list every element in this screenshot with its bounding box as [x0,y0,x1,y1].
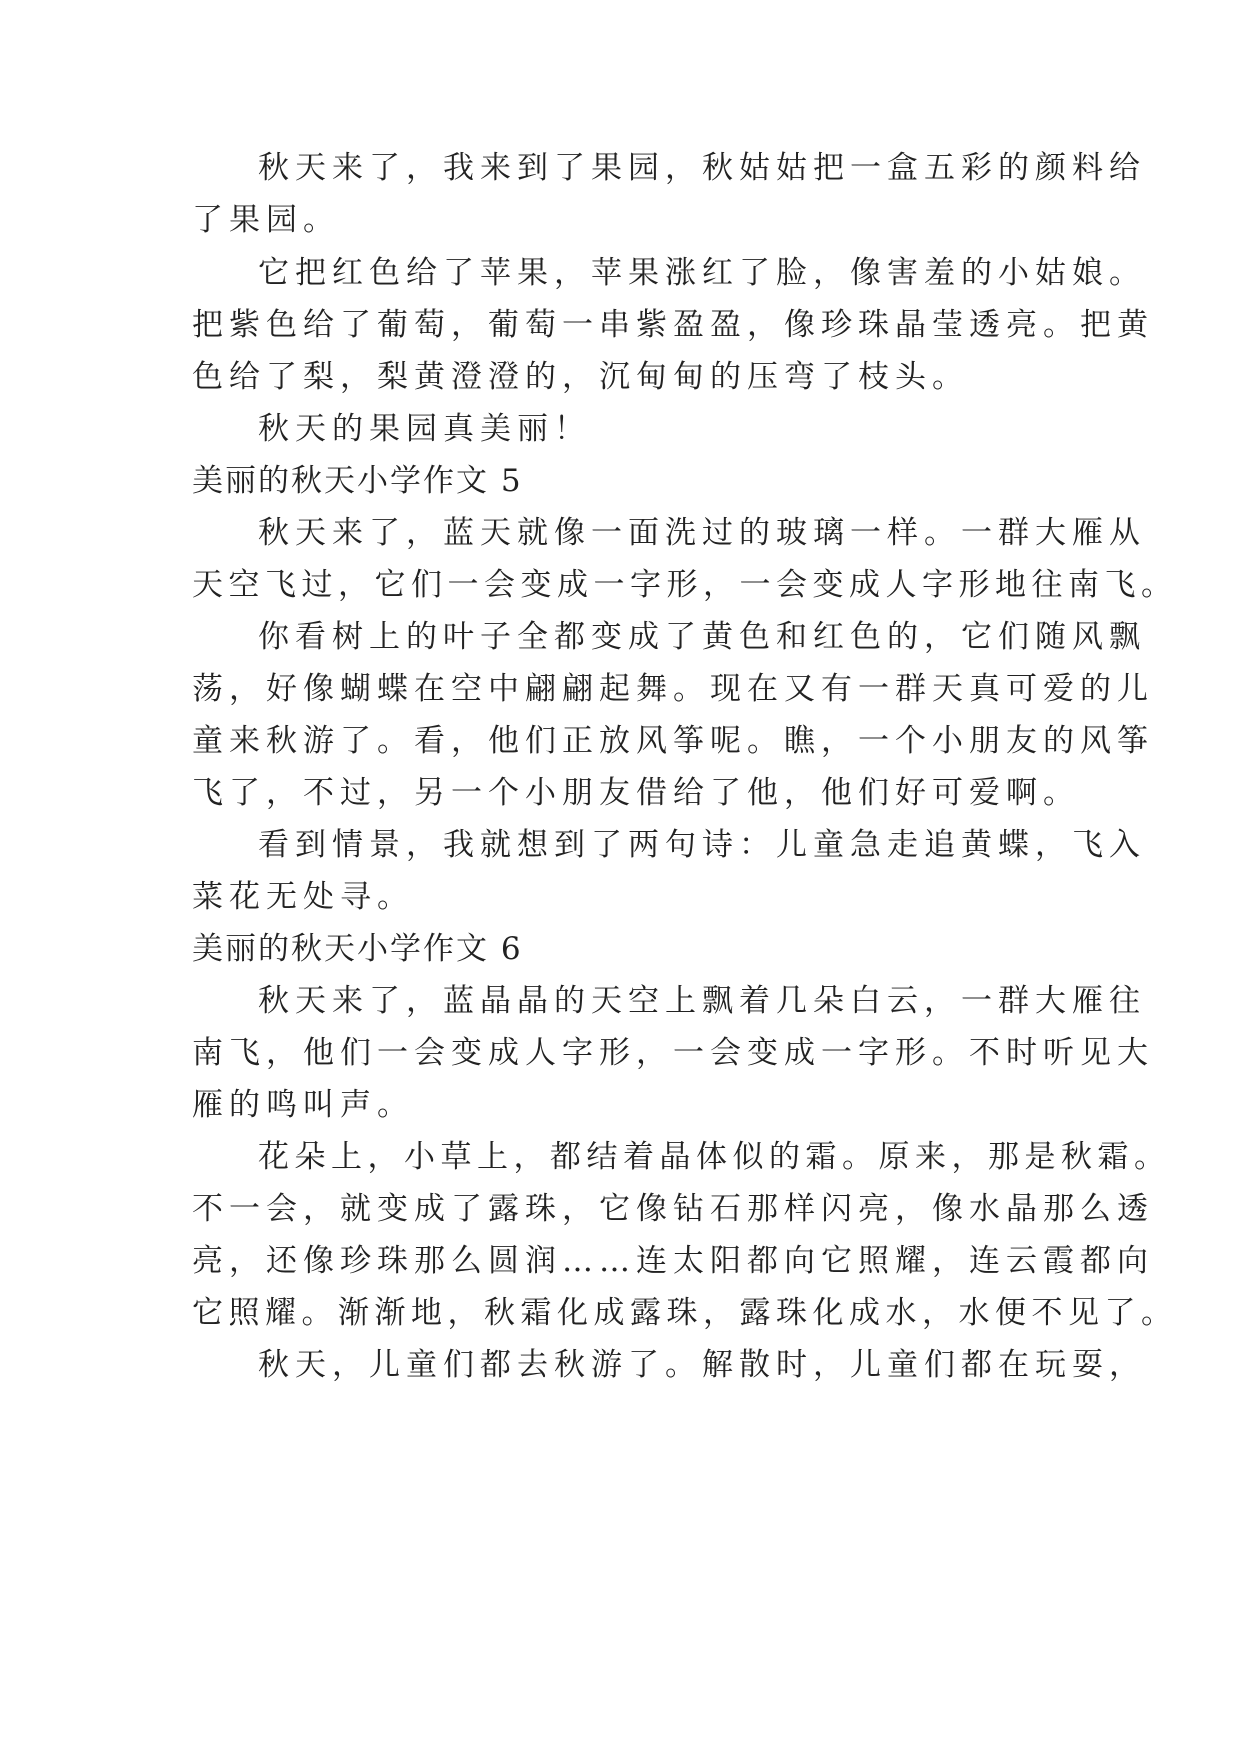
paragraph-line: 秋天来了，蓝天就像一面洗过的玻璃一样。一群大雁从 [258,515,1146,551]
section-heading: 美丽的秋天小学作文 6 [192,931,523,967]
paragraph-line: 色给了梨，梨黄澄澄的，沉甸甸的压弯了枝头。 [192,359,969,395]
paragraph-line: 飞了，不过，另一个小朋友借给了他，他们好可爱啊。 [192,775,1080,811]
paragraph-line: 菜花无处寻。 [192,879,414,915]
paragraph-line: 秋天的果园真美丽！ [258,411,591,447]
paragraph-line: 它照耀。渐渐地，秋霜化成露珠，露珠化成水，水便不见了。 [192,1295,1178,1331]
paragraph-line: 花朵上，小草上，都结着晶体似的霜。原来，那是秋霜。 [258,1139,1171,1175]
paragraph-line: 荡，好像蝴蝶在空中翩翩起舞。现在又有一群天真可爱的儿 [192,671,1154,707]
paragraph-line: 雁的鸣叫声。 [192,1087,414,1123]
paragraph-line: 童来秋游了。看，他们正放风筝呢。瞧，一个小朋友的风筝 [192,723,1154,759]
paragraph-line: 看到情景，我就想到了两句诗：儿童急走追黄蝶，飞入 [258,827,1146,863]
section-heading: 美丽的秋天小学作文 5 [192,463,523,499]
paragraph-line: 亮，还像珍珠那么圆润……连太阳都向它照耀，连云霞都向 [192,1243,1154,1279]
paragraph-line: 天空飞过，它们一会变成一字形，一会变成人字形地往南飞。 [192,567,1178,603]
paragraph-line: 把紫色给了葡萄，葡萄一串紫盈盈，像珍珠晶莹透亮。把黄 [192,307,1154,343]
paragraph-line: 秋天来了，我来到了果园，秋姑姑把一盒五彩的颜料给 [258,150,1146,186]
paragraph-line: 了果园。 [192,202,340,238]
paragraph-line: 不一会，就变成了露珠，它像钻石那样闪亮，像水晶那么透 [192,1191,1154,1227]
paragraph-line: 你看树上的叶子全都变成了黄色和红色的，它们随风飘 [258,619,1146,655]
paragraph-line: 秋天，儿童们都去秋游了。解散时，儿童们都在玩耍， [258,1347,1146,1383]
paragraph-line: 秋天来了，蓝晶晶的天空上飘着几朵白云，一群大雁往 [258,983,1146,1019]
paragraph-line: 南飞，他们一会变成人字形，一会变成一字形。不时听见大 [192,1035,1154,1071]
paragraph-line: 它把红色给了苹果，苹果涨红了脸，像害羞的小姑娘。 [258,255,1146,291]
